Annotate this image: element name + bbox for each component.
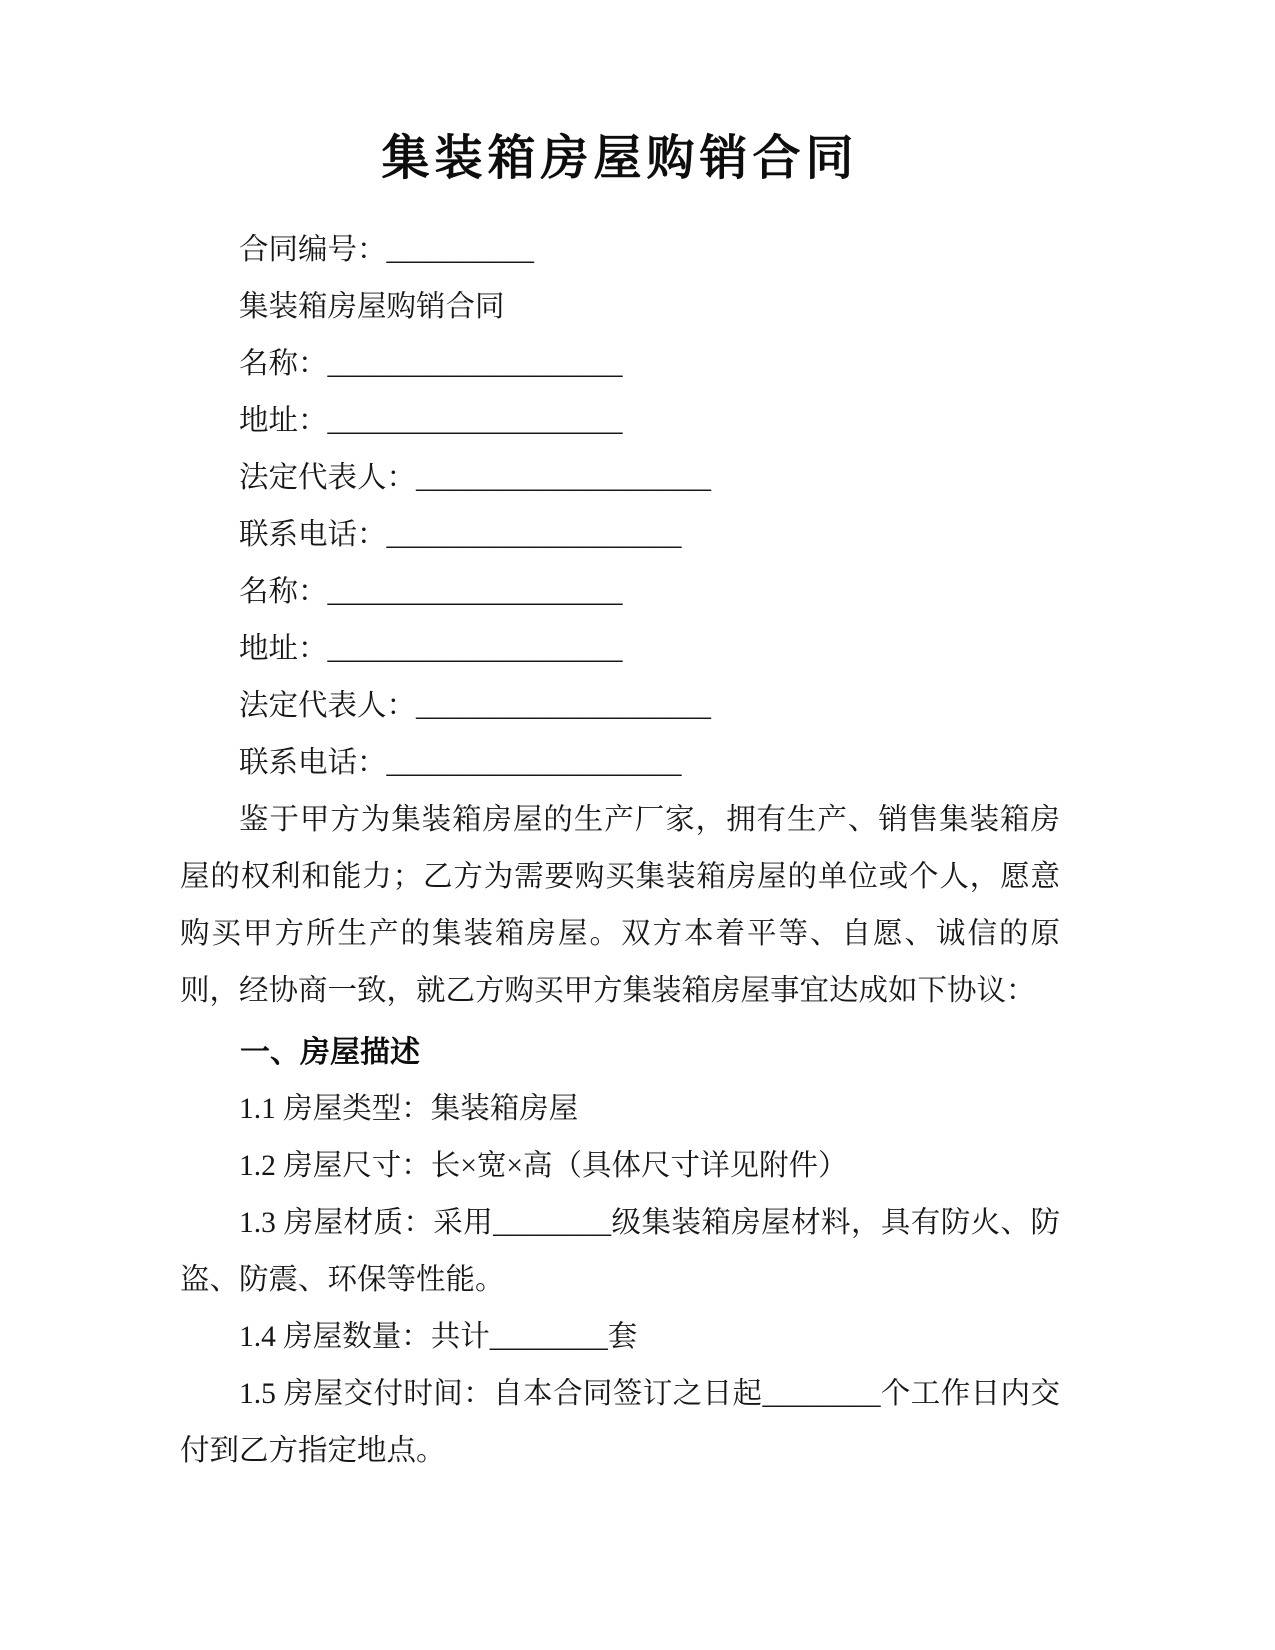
party-b-name-field: 名称：____________________	[239, 576, 623, 608]
party-b-address-field: 地址：____________________	[239, 633, 623, 665]
clause-1-2-house-size: 1.2 房屋尺寸：长×宽×高（具体尺寸详见附件）	[239, 1150, 848, 1182]
party-a-address-field: 地址：____________________	[239, 405, 623, 437]
party-b-phone-field: 联系电话：____________________	[239, 747, 682, 779]
contract-number-line: 合同编号：__________	[239, 234, 535, 266]
clause-1-5-delivery-time: 1.5 房屋交付时间：自本合同签订之日起________个工作日内交付到乙方指定地点。	[180, 1378, 1060, 1467]
party-a-name-field: 名称：____________________	[239, 348, 623, 380]
document-title: 集装箱房屋购销合同	[381, 132, 859, 185]
party-a-phone-field: 联系电话：____________________	[239, 519, 682, 551]
section-1-heading: 一、房屋描述	[240, 1036, 420, 1069]
clause-1-4-house-quantity: 1.4 房屋数量：共计________套	[239, 1321, 638, 1353]
party-b-legal-representative-field: 法定代表人：____________________	[239, 690, 712, 722]
preamble-paragraph: 鉴于甲方为集装箱房屋的生产厂家，拥有生产、销售集装箱房屋的权利和能力；乙方为需要购买集装箱房屋的单位或个人，愿意购买甲方所生产的集装箱房屋。双方本着平等、自愿、诚信的原则，经协商一致，就乙方购买甲方集装箱房屋事宜达成如下协议：	[180, 804, 1060, 1007]
party-a-legal-representative-field: 法定代表人：____________________	[239, 462, 712, 494]
clause-1-1-house-type: 1.1 房屋类型：集装箱房屋	[239, 1093, 579, 1125]
clause-1-3-house-material: 1.3 房屋材质：采用________级集装箱房屋材料，具有防火、防盗、防震、环保等性能。	[180, 1207, 1060, 1296]
document-subtitle-line: 集装箱房屋购销合同	[239, 291, 505, 323]
